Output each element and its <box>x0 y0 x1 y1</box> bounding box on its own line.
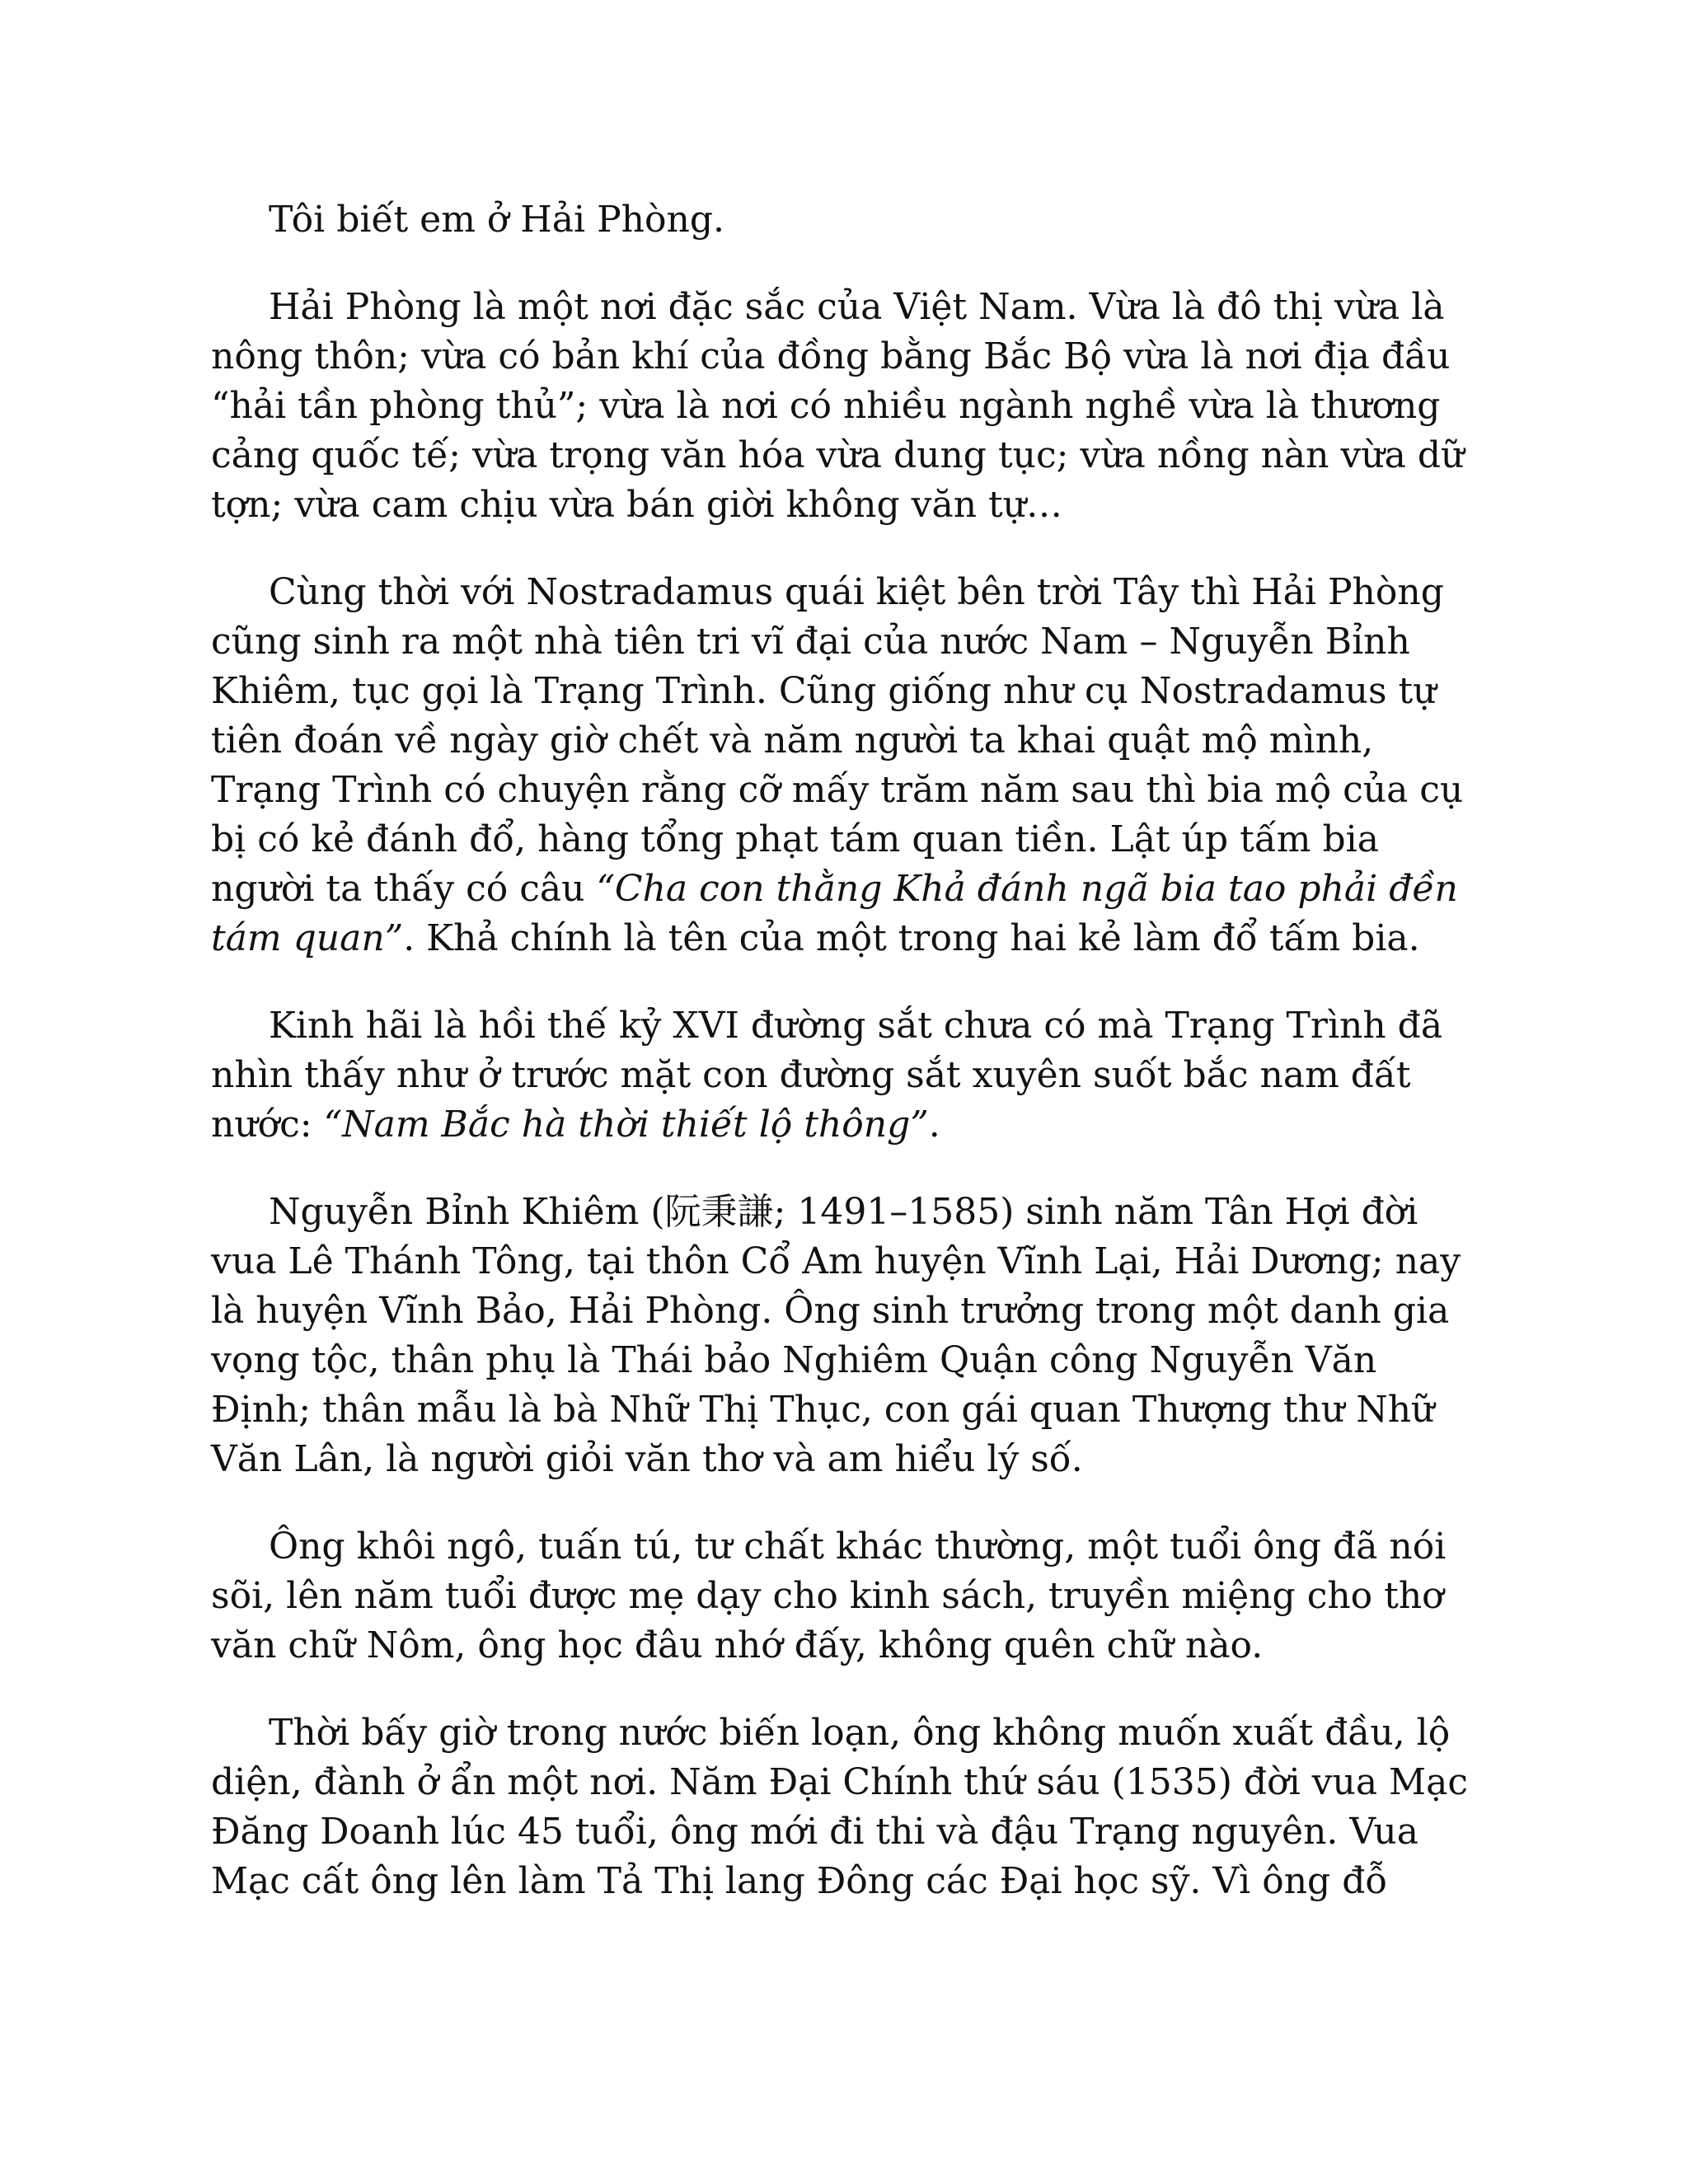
paragraph-7-text: Thời bấy giờ trong nước biến loạn, ông không muốn xuất đầu, lộ diện, đành ở ẩn một nơi. Năm Đại Chính thứ sáu (1535) đời vua Mạc Đăng Doanh lúc 45 tuổi, ông mới đi thi và đậu Trạng nguyên. Vua Mạc cất ông lên làm Tả Thị lang Đông các Đại học sỹ. Vì ông đỗ <box>211 1712 1468 1902</box>
paragraph-4 <box>211 1001 1480 1150</box>
paragraph-1-text: Tôi biết em ở Hải Phòng. <box>269 199 724 241</box>
paragraph-2 <box>211 283 1480 530</box>
paragraph-1 <box>211 195 1480 245</box>
paragraph-4-text-a: Kinh hãi là hồi thế kỷ XVI đường sắt chưa có mà Trạng Trình đã nhìn thấy như ở trước mặt con đường sắt xuyên suốt bắc nam đất nước: <box>211 1005 1443 1146</box>
paragraph-7 <box>211 1708 1480 1906</box>
paragraph-2-text: Hải Phòng là một nơi đặc sắc của Việt Nam. Vừa là đô thị vừa là nông thôn; vừa có bản khí của đồng bằng Bắc Bộ vừa là nơi địa đầu “hải tần phòng thủ”; vừa là nơi có nhiều ngành nghề vừa là thương cảng quốc tế; vừa trọng văn hóa vừa dung tục; vừa nồng nàn vừa dữ tợn; vừa cam chịu vừa bán giời không văn tự… <box>211 286 1465 526</box>
paragraph-3-quote: “Cha con thằng Khả đánh ngã bia tao phải đền tám quan” <box>211 868 1458 959</box>
paragraph-3-text-a: Cùng thời với Nostradamus quái kiệt bên trời Tây thì Hải Phòng cũng sinh ra một nhà tiên tri vĩ đại của nước Nam – Nguyễn Bỉnh Khiêm, tục gọi là Trạng Trình. Cũng giống như cụ Nostradamus tự tiên đoán về ngày giờ chết và năm người ta khai quật mộ mình, Trạng Trình có chuyện rằng cỡ mấy trăm năm sau thì bia mộ của cụ bị có kẻ đánh đổ, hàng tổng phạt tám quan tiền. Lật úp tấm bia người ta thấy có câu <box>211 571 1464 910</box>
paragraph-4-text-b: . <box>928 1104 940 1146</box>
paragraph-5-text: Nguyễn Bỉnh Khiêm (阮秉謙; 1491–1585) sinh năm Tân Hợi đời vua Lê Thánh Tông, tại thôn Cổ Am huyện Vĩnh Lại, Hải Dương; nay là huyện Vĩnh Bảo, Hải Phòng. Ông sinh trưởng trong một danh gia vọng tộc, thân phụ là Thái bảo Nghiêm Quận công Nguyễn Văn Định; thân mẫu là bà Nhữ Thị Thục, con gái quan Thượng thư Nhữ Văn Lân, là người giỏi văn thơ và am hiểu lý số. <box>211 1191 1461 1480</box>
paragraph-5 <box>211 1188 1480 1484</box>
paragraph-4-quote: “Nam Bắc hà thời thiết lộ thông” <box>323 1104 929 1146</box>
document-body <box>211 195 1480 1944</box>
paragraph-6-text: Ông khôi ngô, tuấn tú, tư chất khác thường, một tuổi ông đã nói sõi, lên năm tuổi được mẹ dạy cho kinh sách, truyền miệng cho thơ văn chữ Nôm, ông học đâu nhớ đấy, không quên chữ nào. <box>211 1526 1447 1666</box>
paragraph-6 <box>211 1522 1480 1671</box>
paragraph-3 <box>211 568 1480 963</box>
paragraph-3-text-b: . Khả chính là tên của một trong hai kẻ làm đổ tấm bia. <box>403 917 1420 959</box>
